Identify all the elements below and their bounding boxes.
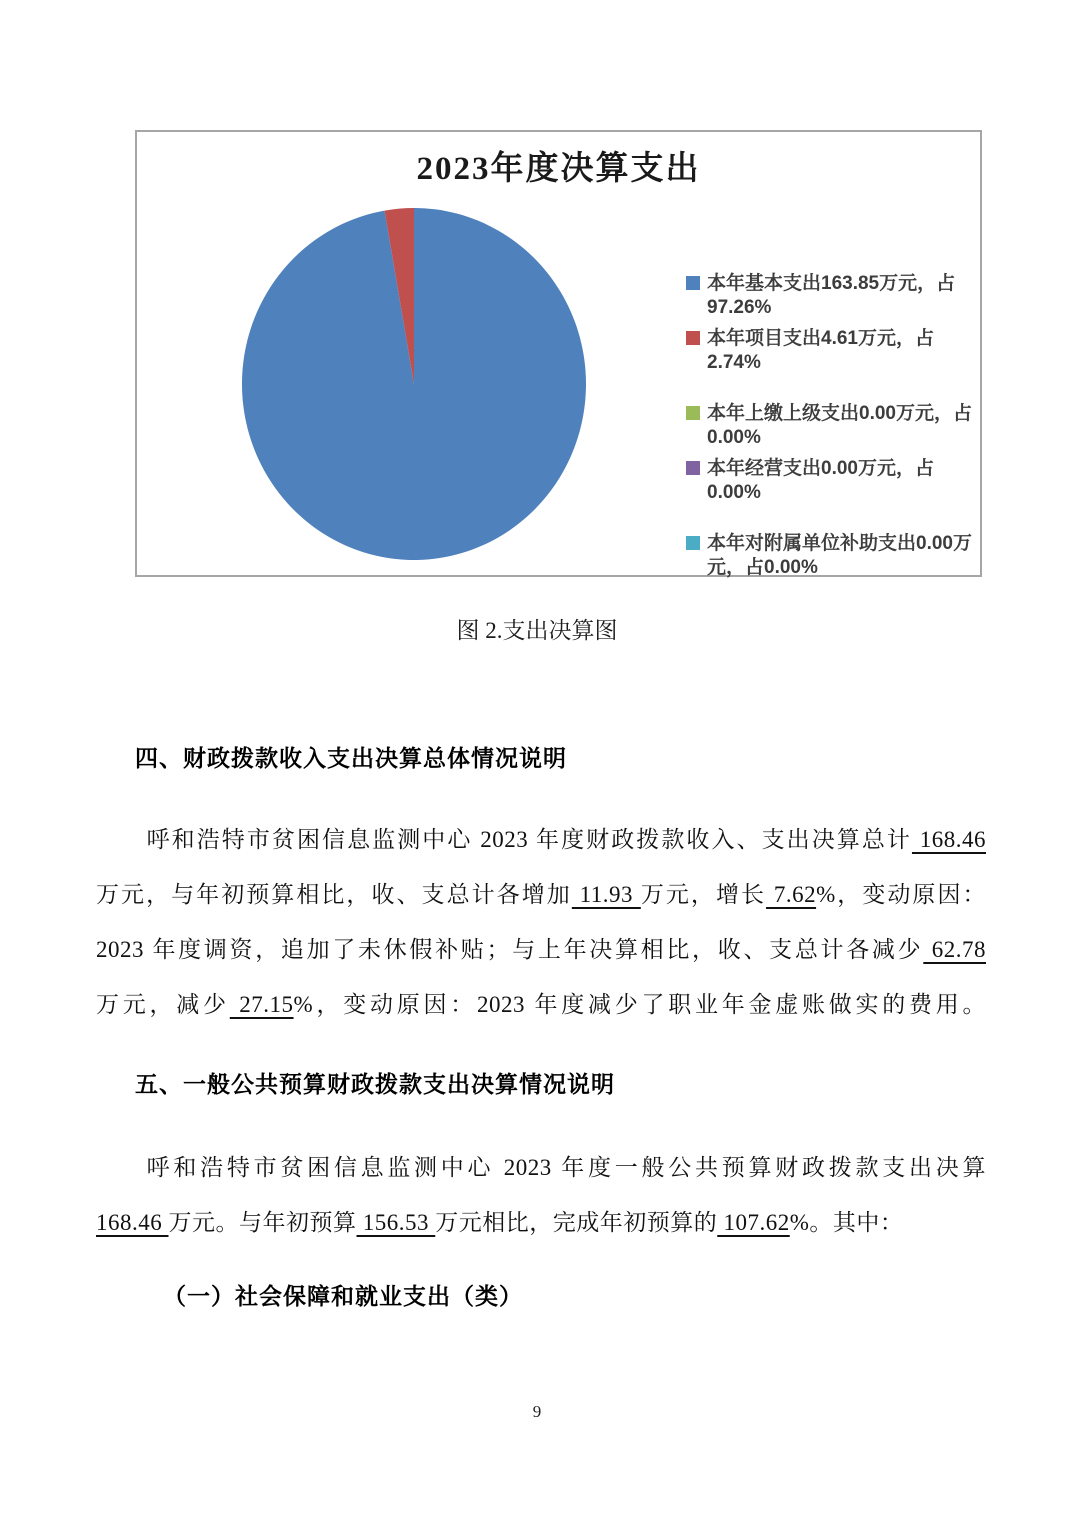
legend-item — [686, 532, 974, 580]
legend-item — [686, 272, 974, 320]
section-4-paragraph — [96, 812, 986, 1032]
legend-label: 本年上缴上级支出0.00万元，占 0.00% — [707, 403, 972, 448]
text-run: 万元，增长 — [640, 882, 767, 907]
legend-label: 本年对附属单位补助支出0.00万元，占0.00% — [707, 533, 972, 578]
legend-swatch-icon — [686, 276, 700, 290]
text-run: 呼和浩特市贫困信息监测中心 2023 年度一般公共预算财政拨款支出决算 — [146, 1155, 986, 1180]
legend-item — [686, 327, 974, 375]
text-run: %，变动原因：2023 年度减少了职业年金虚账做实的费用。 — [293, 992, 986, 1017]
legend-swatch-icon — [686, 331, 700, 345]
legend-label: 本年项目支出4.61万元，占2.74% — [707, 328, 934, 373]
underlined-value: 107.62 — [717, 1210, 790, 1235]
chart-title: 2023年度决算支出 — [416, 151, 701, 187]
text-line — [96, 922, 986, 977]
underlined-value: 156.53 — [356, 1210, 436, 1235]
legend-item — [686, 402, 974, 450]
text-run: 万元。与年初预算 — [168, 1210, 357, 1235]
underlined-value: 11.93 — [571, 882, 641, 907]
text-run: 呼和浩特市贫困信息监测中心 2023 年度财政拨款收入、支出决算总计 — [146, 827, 912, 852]
underlined-value: 168.46 — [96, 1210, 169, 1235]
text-run: 万元，与年初预算相比，收、支总计各增加 — [96, 882, 572, 907]
section-5-paragraph — [96, 1140, 986, 1250]
figure-2-chart-frame — [135, 130, 982, 577]
legend-swatch-icon — [686, 461, 700, 475]
figure-caption: 图 2.支出决算图 — [456, 618, 618, 643]
legend-swatch-icon — [686, 406, 700, 420]
text-run: 万元，减少 — [96, 992, 230, 1017]
text-line — [96, 977, 986, 1032]
page-number: 9 — [532, 1402, 542, 1421]
underlined-value: 7.62 — [766, 882, 817, 907]
legend-label: 本年经营支出0.00万元，占0.00% — [707, 458, 934, 503]
text-line — [96, 867, 986, 922]
legend-swatch-icon — [686, 536, 700, 550]
legend-item — [686, 457, 974, 505]
section-5-subheading: （一）社会保障和就业支出（类） — [163, 1284, 523, 1309]
text-run: %，变动原因： — [816, 882, 986, 907]
text-run: %。其中： — [789, 1210, 904, 1235]
text-run: 万元相比，完成年初预算的 — [435, 1210, 718, 1235]
underlined-value: 27.15 — [229, 992, 294, 1017]
underlined-value: 62.78 — [923, 937, 986, 962]
text-line — [96, 1195, 986, 1250]
chart-legend — [686, 272, 974, 587]
legend-label: 本年基本支出163.85万元，占97.26% — [707, 273, 956, 318]
section-4-heading: 四、财政拨款收入支出决算总体情况说明 — [135, 745, 567, 771]
underlined-value: 168.46 — [911, 827, 986, 852]
text-run: 2023 年度调资，追加了未休假补贴；与上年决算相比，收、支总计各减少 — [96, 937, 924, 962]
section-5-heading: 五、一般公共预算财政拨款支出决算情况说明 — [135, 1071, 615, 1097]
text-line — [96, 1140, 986, 1195]
text-line — [96, 812, 986, 867]
